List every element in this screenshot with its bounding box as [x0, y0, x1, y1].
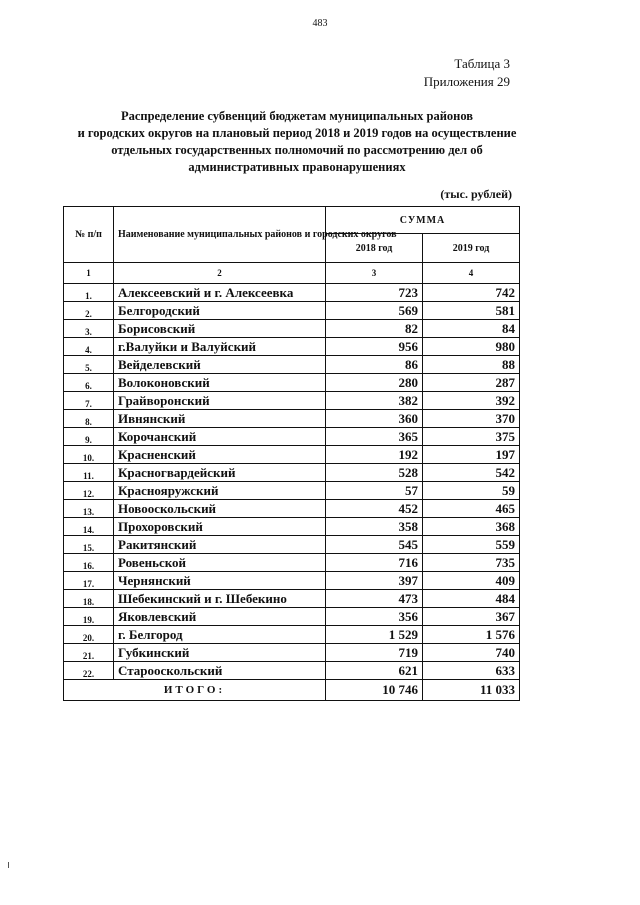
row-number: 16. [64, 554, 114, 572]
row-value-2019: 409 [423, 572, 520, 590]
row-value-2018: 358 [326, 518, 423, 536]
row-value-2019: 735 [423, 554, 520, 572]
row-value-2018: 192 [326, 446, 423, 464]
subsidy-table [63, 206, 520, 701]
row-number: 1. [64, 284, 114, 302]
row-number: 3. [64, 320, 114, 338]
row-value-2018: 356 [326, 608, 423, 626]
row-value-2018: 956 [326, 338, 423, 356]
column-number: 1 [64, 263, 114, 284]
table-row [64, 536, 520, 554]
row-value-2018: 57 [326, 482, 423, 500]
row-value-2019: 88 [423, 356, 520, 374]
header-name: Наименование муниципальных районов и городских округов [114, 207, 326, 263]
row-name: Краснояружский [114, 482, 326, 500]
table-row [64, 410, 520, 428]
row-name: Новооскольский [114, 500, 326, 518]
row-value-2019: 392 [423, 392, 520, 410]
row-value-2019: 633 [423, 662, 520, 680]
row-value-2018: 82 [326, 320, 423, 338]
table-row [64, 482, 520, 500]
header-sum: СУММА [326, 207, 520, 234]
table-row [64, 446, 520, 464]
row-name: Ровеньской [114, 554, 326, 572]
row-value-2018: 723 [326, 284, 423, 302]
page-number: 483 [312, 18, 328, 29]
table-row [64, 356, 520, 374]
row-name: Волоконовский [114, 374, 326, 392]
table-row [64, 374, 520, 392]
total-2018: 10 746 [326, 680, 423, 701]
row-value-2019: 287 [423, 374, 520, 392]
row-value-2019: 581 [423, 302, 520, 320]
row-number: 6. [64, 374, 114, 392]
title-line1: Распределение субвенций бюджетам муниципальных районов [120, 109, 474, 123]
row-value-2018: 719 [326, 644, 423, 662]
row-name: Корочанский [114, 428, 326, 446]
row-value-2018: 360 [326, 410, 423, 428]
column-number: 4 [423, 263, 520, 284]
row-number: 5. [64, 356, 114, 374]
table-row [64, 608, 520, 626]
row-name: Белгородский [114, 302, 326, 320]
row-number: 17. [64, 572, 114, 590]
row-name: Шебекинский и г. Шебекино [114, 590, 326, 608]
row-name: Алексеевский и г. Алексеевка [114, 284, 326, 302]
row-value-2018: 621 [326, 662, 423, 680]
header-num: № п/п [64, 207, 114, 263]
row-number: 2. [64, 302, 114, 320]
row-value-2019: 742 [423, 284, 520, 302]
row-value-2018: 86 [326, 356, 423, 374]
table-body [64, 284, 520, 680]
title-line3: отдельных государственных полномочий по рассмотрению дел об [111, 143, 483, 157]
total-label: ИТОГО: [64, 680, 326, 701]
row-value-2019: 980 [423, 338, 520, 356]
row-value-2019: 375 [423, 428, 520, 446]
document-title [62, 108, 532, 176]
row-value-2019: 59 [423, 482, 520, 500]
total-2019: 11 033 [423, 680, 520, 701]
row-value-2018: 569 [326, 302, 423, 320]
row-value-2019: 740 [423, 644, 520, 662]
row-number: 11. [64, 464, 114, 482]
table-label-line2: Приложения 29 [423, 74, 510, 89]
table-row [64, 302, 520, 320]
table-row [64, 518, 520, 536]
row-value-2018: 1 529 [326, 626, 423, 644]
title-line2: и городских округов на плановый период 2018 и 2019 годов на осуществление [77, 126, 517, 140]
row-value-2018: 528 [326, 464, 423, 482]
row-number: 9. [64, 428, 114, 446]
table-row [64, 626, 520, 644]
scan-mark [8, 862, 9, 868]
row-value-2018: 452 [326, 500, 423, 518]
row-name: Борисовский [114, 320, 326, 338]
row-name: Грайворонский [114, 392, 326, 410]
table-row [64, 572, 520, 590]
row-value-2019: 559 [423, 536, 520, 554]
row-number: 8. [64, 410, 114, 428]
row-name: г. Белгород [114, 626, 326, 644]
row-value-2018: 397 [326, 572, 423, 590]
row-name: Красненский [114, 446, 326, 464]
total-row [64, 680, 520, 701]
row-value-2019: 542 [423, 464, 520, 482]
row-number: 4. [64, 338, 114, 356]
row-value-2019: 368 [423, 518, 520, 536]
table-row [64, 428, 520, 446]
column-number: 2 [114, 263, 326, 284]
row-value-2019: 370 [423, 410, 520, 428]
row-number: 15. [64, 536, 114, 554]
row-value-2018: 280 [326, 374, 423, 392]
row-number: 19. [64, 608, 114, 626]
table-row [64, 590, 520, 608]
row-name: г.Валуйки и Валуйский [114, 338, 326, 356]
header-year-2018: 2018 год [326, 234, 423, 263]
table-label [424, 55, 510, 91]
row-value-2019: 197 [423, 446, 520, 464]
table-row [64, 284, 520, 302]
row-name: Вейделевский [114, 356, 326, 374]
row-name: Чернянский [114, 572, 326, 590]
title-line4: административных правонарушениях [188, 160, 406, 174]
units-label: (тыс. рублей) [440, 187, 512, 201]
table-label-line1: Таблица 3 [454, 56, 510, 71]
row-value-2019: 465 [423, 500, 520, 518]
column-number: 3 [326, 263, 423, 284]
table-row [64, 644, 520, 662]
table-row [64, 338, 520, 356]
header-year-2019: 2019 год [423, 234, 520, 263]
row-name: Яковлевский [114, 608, 326, 626]
row-value-2018: 545 [326, 536, 423, 554]
row-number: 13. [64, 500, 114, 518]
row-number: 18. [64, 590, 114, 608]
row-name: Губкинский [114, 644, 326, 662]
row-number: 7. [64, 392, 114, 410]
row-value-2018: 716 [326, 554, 423, 572]
row-number: 10. [64, 446, 114, 464]
table-row [64, 662, 520, 680]
row-number: 22. [64, 662, 114, 680]
table-row [64, 500, 520, 518]
row-value-2018: 365 [326, 428, 423, 446]
row-name: Ракитянский [114, 536, 326, 554]
row-value-2019: 84 [423, 320, 520, 338]
row-number: 14. [64, 518, 114, 536]
row-value-2019: 484 [423, 590, 520, 608]
row-name: Ивнянский [114, 410, 326, 428]
row-value-2018: 473 [326, 590, 423, 608]
row-number: 21. [64, 644, 114, 662]
row-name: Прохоровский [114, 518, 326, 536]
row-value-2019: 1 576 [423, 626, 520, 644]
row-value-2018: 382 [326, 392, 423, 410]
table-row [64, 464, 520, 482]
table-row [64, 554, 520, 572]
row-number: 20. [64, 626, 114, 644]
table-row [64, 320, 520, 338]
table-row [64, 392, 520, 410]
row-number: 12. [64, 482, 114, 500]
row-value-2019: 367 [423, 608, 520, 626]
row-name: Старооскольский [114, 662, 326, 680]
row-name: Красногвардейский [114, 464, 326, 482]
